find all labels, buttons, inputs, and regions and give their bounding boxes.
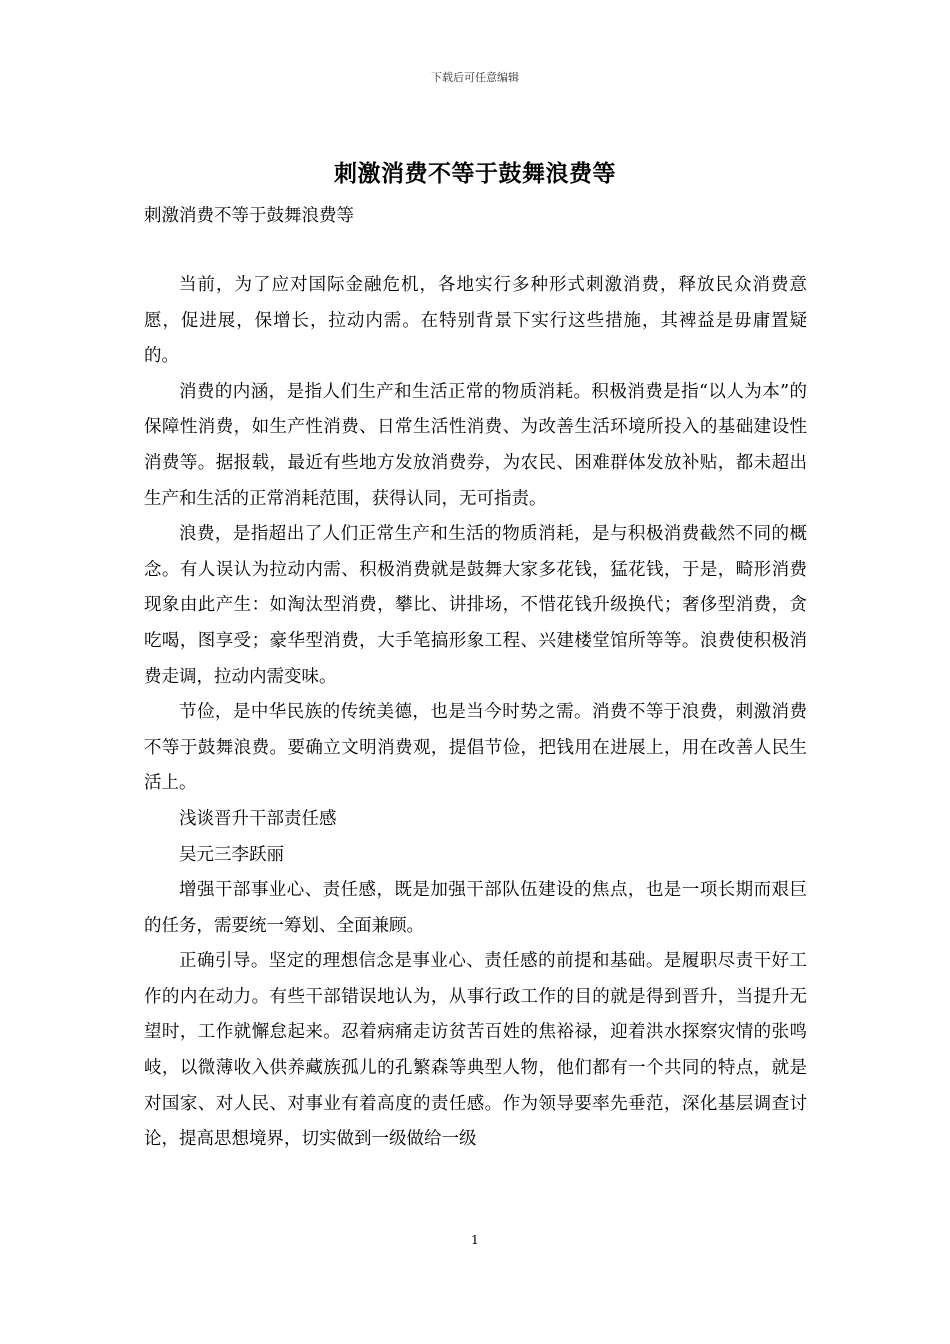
section-heading: 浅谈晋升干部责任感 bbox=[179, 808, 337, 829]
paragraph: 正确引导。坚定的理想信念是事业心、责任感的前提和基础。是履职尽责干好工作的内在动力。有些干部错误地认为，从事行政工作的目的就是得到晋升，当提升无望时，工作就懈怠起来。忍着病痛走访贫苦百姓的焦裕禄，迎着洪水探察灾情的张鸣岐，以微薄收入供养藏族孤儿的孔繁森等典型人物，他们都有一个共同的特点，就是对国家、对人民、对事业有着高度的责任感。作为领导要率先垂范，深化基层调查讨论，提高思想境界，切实做到一级做给一级 bbox=[144, 951, 807, 1150]
paragraph: 增强干部事业心、责任感，既是加强干部队伍建设的焦点，也是一项长期而艰巨的任务，需要统一筹划、全面兼顾。 bbox=[144, 880, 807, 936]
author-line: 吴元三李跃丽 bbox=[179, 844, 284, 865]
paragraph: 节俭，是中华民族的传统美德，也是当今时势之需。消费不等于浪费，刺激消费不等于鼓舞浪费。要确立文明消费观，提倡节俭，把钱用在进展上，用在改善人民生活上。 bbox=[144, 702, 807, 794]
header-note: 下载后可任意编辑 bbox=[431, 71, 519, 84]
document-body bbox=[144, 268, 807, 1158]
paragraph: 消费的内涵，是指人们生产和生活正常的物质消耗。积极消费是指“以人为本”的保障性消费，如生产性消费、日常生活性消费、为改善生活环境所投入的基础建设性消费等。据报载，最近有些地方发放消费券，为农民、困难群体发放补贴，都未超出生产和生活的正常消耗范围，获得认同，无可指责。 bbox=[144, 381, 807, 509]
document-subtitle: 刺激消费不等于鼓舞浪费等 bbox=[144, 206, 354, 226]
page-number: 1 bbox=[471, 1233, 479, 1247]
document-title: 刺激消费不等于鼓舞浪费等 bbox=[334, 160, 616, 187]
paragraph: 当前，为了应对国际金融危机，各地实行多种形式刺激消费，释放民众消费意愿，促进展，保增长，拉动内需。在特别背景下实行这些措施，其裨益是毋庸置疑的。 bbox=[144, 275, 807, 367]
paragraph: 浪费，是指超出了人们正常生产和生活的物质消耗，是与积极消费截然不同的概念。有人误认为拉动内需、积极消费就是鼓舞大家多花钱，猛花钱，于是，畸形消费现象由此产生：如淘汰型消费，攀比、讲排场，不惜花钱升级换代；奢侈型消费，贪吃喝，图享受；豪华型消费，大手笔搞形象工程、兴建楼堂馆所等等。浪费使积极消费走调，拉动内需变味。 bbox=[144, 524, 807, 687]
